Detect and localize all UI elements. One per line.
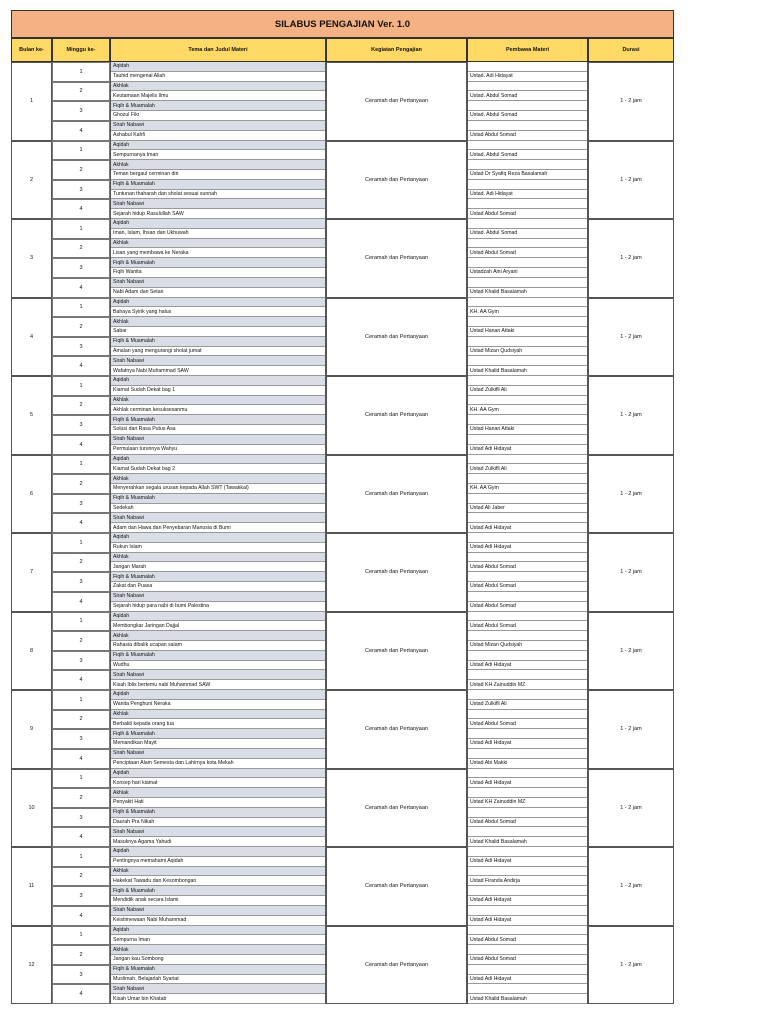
week-number: 2 [52, 867, 110, 887]
presenter-name: Ustad. Adi Hidayat [468, 72, 587, 82]
presenter-blank [468, 533, 587, 543]
kegiatan-cell: Ceramah dan Pertanyaan [326, 298, 467, 377]
presenter-name: Ustad Adi Hidayat [468, 523, 587, 533]
durasi-cell: 1 - 2 jam [588, 298, 674, 377]
durasi-cell: 1 - 2 jam [588, 376, 674, 455]
topic-category: Fiqih & Muamalah [111, 415, 325, 425]
presenter-name: Ustad Dr Syafiq Reza Basalamah [468, 170, 587, 180]
presenter-name: Ustad Khalid Basalamah [468, 288, 587, 298]
week-number: 4 [52, 670, 110, 690]
durasi-cell: 1 - 2 jam [588, 612, 674, 691]
topic-category: Akhlak [111, 474, 325, 484]
presenter-name: Ustad Abi Makki [468, 759, 587, 769]
week-number: 1 [52, 62, 110, 82]
presenter-blank [468, 199, 587, 209]
presenter-blank [468, 455, 587, 465]
month-number: 10 [11, 769, 52, 848]
week-number: 3 [52, 494, 110, 514]
presenter-name: Ustad Abdul Somad [468, 719, 587, 729]
topic-title: Menyerahkan segala urusan kepada Allah SWT (Tawakkal) [111, 484, 325, 494]
presenter-name: Ustad Abdul Somad [468, 818, 587, 828]
presenter-name: Ustad Adi Hidayat [468, 661, 587, 671]
week-number: 4 [52, 121, 110, 141]
topic-title: Keutamaan Majelis Ilmu [111, 91, 325, 101]
presenter-blank [468, 631, 587, 641]
week-number: 3 [52, 337, 110, 357]
week-number: 3 [52, 180, 110, 200]
topic-category: Akhlak [111, 867, 325, 877]
topic-title: Sempurna Iman [111, 935, 325, 945]
topic-category: Fiqih & Muamalah [111, 494, 325, 504]
week-number: 2 [52, 396, 110, 416]
presenter-name: Ustad. Adi Hidayat [468, 190, 587, 200]
presenter-name: Ustad. Abdul Somad [468, 150, 587, 160]
durasi-cell: 1 - 2 jam [588, 926, 674, 1005]
week-number: 3 [52, 808, 110, 828]
presenter-name: Ustad Khalid Basalamah [468, 994, 587, 1004]
topic-category: Fiqih & Muamalah [111, 572, 325, 582]
presenter-blank [468, 141, 587, 151]
week-number: 4 [52, 513, 110, 533]
kegiatan-cell: Ceramah dan Pertanyaan [326, 612, 467, 691]
topic-category: Fiqih & Muamalah [111, 808, 325, 818]
topic-category: Aqidah [111, 62, 325, 72]
kegiatan-cell: Ceramah dan Pertanyaan [326, 769, 467, 848]
durasi-cell: 1 - 2 jam [588, 533, 674, 612]
presenter-name: Ustad Hanan Attaki [468, 327, 587, 337]
header-tema: Tema dan Judul Materi [110, 38, 326, 62]
topic-title: Pentingnya memahami Aqidah [111, 857, 325, 867]
presenter-blank [468, 180, 587, 190]
topic-title: Wudhu [111, 661, 325, 671]
topic-title: Ashabul Kahfi [111, 131, 325, 141]
presenter-name: Ustad Zulkifli Ali [468, 700, 587, 710]
presenter-name: Ustad Adi Hidayat [468, 543, 587, 553]
topic-category: Aqidah [111, 847, 325, 857]
topic-title: Sejarah hidup Rasulullah SAW [111, 209, 325, 219]
week-number: 2 [52, 239, 110, 259]
week-number: 2 [52, 317, 110, 337]
presenter-blank [468, 219, 587, 229]
presenter-blank [468, 886, 587, 896]
kegiatan-cell: Ceramah dan Pertanyaan [326, 376, 467, 455]
week-number: 3 [52, 651, 110, 671]
presenter-name: Ustad Abdul Somad [468, 582, 587, 592]
topic-category: Sirah Nabawi [111, 670, 325, 680]
topic-category: Fiqih & Muamalah [111, 258, 325, 268]
topic-category: Aqidah [111, 612, 325, 622]
month-number: 7 [11, 533, 52, 612]
topic-title: Kiamat Sudah Dekat bag 2 [111, 464, 325, 474]
presenter-blank [468, 396, 587, 406]
presenter-name: Ustad Abdul Somad [468, 955, 587, 965]
topic-title: Nabi Adam dan Setan [111, 288, 325, 298]
presenter-blank [468, 651, 587, 661]
topic-title: Sabar [111, 327, 325, 337]
sheet-title: SILABUS PENGAJIAN Ver. 1.0 [11, 10, 674, 38]
presenter-name: Ustad. Abdul Somad [468, 229, 587, 239]
topic-category: Aqidah [111, 533, 325, 543]
topic-title: Tuntunan thaharah dan sholat sesuai sunnah [111, 190, 325, 200]
week-number: 3 [52, 258, 110, 278]
presenter-name: Ustad Khalid Basalamah [468, 366, 587, 376]
topic-title: Kisah Umar bin Khatab [111, 994, 325, 1004]
presenter-blank [468, 749, 587, 759]
week-number: 4 [52, 278, 110, 298]
topic-category: Akhlak [111, 945, 325, 955]
week-number: 2 [52, 474, 110, 494]
week-number: 4 [52, 984, 110, 1004]
topic-category: Akhlak [111, 160, 325, 170]
topic-category: Sirah Nabawi [111, 435, 325, 445]
presenter-blank [468, 239, 587, 249]
durasi-cell: 1 - 2 jam [588, 219, 674, 298]
presenter-name: Ustad Adi Hidayat [468, 778, 587, 788]
topic-title: Konsep hari kiamat [111, 778, 325, 788]
topic-title: Iman, Islam, Ihsan dan Ukhuwah [111, 229, 325, 239]
topic-category: Sirah Nabawi [111, 984, 325, 994]
kegiatan-cell: Ceramah dan Pertanyaan [326, 62, 467, 141]
presenter-blank [468, 808, 587, 818]
topic-title: Jangan Marah [111, 562, 325, 572]
presenter-blank [468, 984, 587, 994]
topic-title: Sejarah hidup para nabi di bumi Palestina [111, 602, 325, 612]
presenter-blank [468, 729, 587, 739]
presenter-blank [468, 788, 587, 798]
topic-title: Daurah Pra Nikah [111, 818, 325, 828]
week-number: 2 [52, 160, 110, 180]
header-durasi: Durasi [588, 38, 674, 62]
week-number: 2 [52, 631, 110, 651]
topic-category: Sirah Nabawi [111, 278, 325, 288]
month-number: 9 [11, 690, 52, 769]
kegiatan-cell: Ceramah dan Pertanyaan [326, 847, 467, 926]
topic-title: Mendidik anak secara Islami [111, 896, 325, 906]
header-pembawa: Pembawa Materi [467, 38, 588, 62]
month-number: 8 [11, 612, 52, 691]
presenter-blank [468, 298, 587, 308]
topic-title: Sedekah [111, 504, 325, 514]
week-number: 4 [52, 827, 110, 847]
presenter-name: Ustad Hanan Attaki [468, 425, 587, 435]
presenter-name: Ustad Abdul Somad [468, 621, 587, 631]
presenter-blank [468, 494, 587, 504]
presenter-name: Ustad Khalid Basalamah [468, 837, 587, 847]
presenter-blank [468, 513, 587, 523]
presenter-blank [468, 710, 587, 720]
week-number: 4 [52, 592, 110, 612]
topic-title: Adam dan Hawa dan Penyebaran Manusia di Bumi [111, 523, 325, 533]
topic-category: Fiqih & Muamalah [111, 337, 325, 347]
topic-category: Aqidah [111, 219, 325, 229]
kegiatan-cell: Ceramah dan Pertanyaan [326, 533, 467, 612]
topic-category: Fiqih & Muamalah [111, 965, 325, 975]
topic-title: Wanita Penghuni Neraka [111, 700, 325, 710]
presenter-blank [468, 572, 587, 582]
topic-category: Aqidah [111, 690, 325, 700]
topic-category: Sirah Nabawi [111, 749, 325, 759]
week-number: 1 [52, 690, 110, 710]
week-number: 4 [52, 906, 110, 926]
presenter-blank [468, 258, 587, 268]
presenter-blank [468, 376, 587, 386]
presenter-blank [468, 278, 587, 288]
presenter-name: Ustad Adi Hidayat [468, 445, 587, 455]
week-number: 2 [52, 945, 110, 965]
week-number: 4 [52, 435, 110, 455]
presenter-blank [468, 474, 587, 484]
topic-title: Amalan yang mengurangi sholat jumat [111, 347, 325, 357]
durasi-cell: 1 - 2 jam [588, 690, 674, 769]
week-number: 1 [52, 533, 110, 553]
topic-category: Aqidah [111, 298, 325, 308]
topic-category: Fiqih & Muamalah [111, 729, 325, 739]
topic-title: Rukun Islam [111, 543, 325, 553]
presenter-name: Ustad Abdul Somad [468, 209, 587, 219]
week-number: 3 [52, 415, 110, 435]
presenter-name: Ustad Mizan Qudsiyah [468, 347, 587, 357]
month-number: 1 [11, 62, 52, 141]
presenter-blank [468, 592, 587, 602]
topic-title: Teman bergaul cerminan diri [111, 170, 325, 180]
presenter-name: Ustad. Abdul Somad [468, 111, 587, 121]
topic-category: Fiqih & Muamalah [111, 651, 325, 661]
presenter-blank [468, 867, 587, 877]
presenter-name: Ustad KH Zainuddin MZ [468, 680, 587, 690]
presenter-name: Ustad Abdul Somad [468, 935, 587, 945]
presenter-name: Ustad Adi Hidayat [468, 739, 587, 749]
topic-title: Rahasia dibalik ucapan salam [111, 641, 325, 651]
topic-title: Ghozul Fikr [111, 111, 325, 121]
topic-category: Akhlak [111, 710, 325, 720]
topic-category: Akhlak [111, 396, 325, 406]
topic-title: Kisah Iblis bertemu nabi Muhammad SAW [111, 680, 325, 690]
presenter-name: Ustad Adi Hidayat [468, 916, 587, 926]
presenter-name: KH. AA Gym [468, 405, 587, 415]
presenter-name: Ustad Abdul Somad [468, 248, 587, 258]
kegiatan-cell: Ceramah dan Pertanyaan [326, 690, 467, 769]
presenter-blank [468, 965, 587, 975]
week-number: 3 [52, 572, 110, 592]
topic-category: Sirah Nabawi [111, 906, 325, 916]
topic-category: Akhlak [111, 317, 325, 327]
topic-title: Lisan yang membawa ke Neraka [111, 248, 325, 258]
presenter-name: Ustad Abdul Somad [468, 131, 587, 141]
topic-title: Wafatnya Nabi Muhammad SAW [111, 366, 325, 376]
presenter-blank [468, 906, 587, 916]
topic-category: Akhlak [111, 239, 325, 249]
topic-title: Zakat dan Puasa [111, 582, 325, 592]
presenter-blank [468, 827, 587, 837]
topic-title: Penyakit Hati [111, 798, 325, 808]
durasi-cell: 1 - 2 jam [588, 62, 674, 141]
topic-category: Akhlak [111, 788, 325, 798]
topic-title: Fiqih Wanita [111, 268, 325, 278]
topic-category: Fiqih & Muamalah [111, 180, 325, 190]
topic-title: Permulaan turunnya Wahyu [111, 445, 325, 455]
week-number: 4 [52, 749, 110, 769]
week-number: 1 [52, 926, 110, 946]
durasi-cell: 1 - 2 jam [588, 455, 674, 534]
month-number: 12 [11, 926, 52, 1005]
header-minggu: Minggu ke- [52, 38, 110, 62]
week-number: 2 [52, 710, 110, 730]
presenter-blank [468, 415, 587, 425]
topic-title: Solusi dari Rasa Putus Asa [111, 425, 325, 435]
presenter-blank [468, 101, 587, 111]
header-bulan: Bulan ke- [11, 38, 52, 62]
week-number: 1 [52, 847, 110, 867]
kegiatan-cell: Ceramah dan Pertanyaan [326, 926, 467, 1005]
topic-category: Sirah Nabawi [111, 356, 325, 366]
week-number: 1 [52, 298, 110, 318]
presenter-name: Ustad Adi Hidayat [468, 896, 587, 906]
topic-category: Aqidah [111, 141, 325, 151]
topic-category: Akhlak [111, 82, 325, 92]
week-number: 2 [52, 788, 110, 808]
week-number: 1 [52, 219, 110, 239]
topic-title: Masuknya Agama Yahudi [111, 837, 325, 847]
presenter-blank [468, 317, 587, 327]
week-number: 2 [52, 82, 110, 102]
month-number: 5 [11, 376, 52, 455]
topic-category: Aqidah [111, 455, 325, 465]
presenter-name: Ustad Adi Hidayat [468, 975, 587, 985]
presenter-name: Ustadzah Aini Aryani [468, 268, 587, 278]
topic-category: Sirah Nabawi [111, 592, 325, 602]
topic-category: Aqidah [111, 376, 325, 386]
week-number: 2 [52, 553, 110, 573]
topic-category: Sirah Nabawi [111, 827, 325, 837]
topic-title: Bahaya Syirik yang halus [111, 307, 325, 317]
month-number: 3 [11, 219, 52, 298]
week-number: 1 [52, 612, 110, 632]
topic-title: Sempurnanya Iman [111, 150, 325, 160]
presenter-name: Ustad Zulkifli Ali [468, 464, 587, 474]
week-number: 1 [52, 455, 110, 475]
presenter-blank [468, 690, 587, 700]
presenter-name: Ustad Ali Jaber [468, 504, 587, 514]
presenter-name: Ustad KH Zainuddin MZ [468, 798, 587, 808]
week-number: 1 [52, 141, 110, 161]
topic-title: Kiamat Sudah Dekat bag 1 [111, 386, 325, 396]
presenter-blank [468, 847, 587, 857]
presenter-name: Ustad Mizan Qudsiyah [468, 641, 587, 651]
topic-title: Tauhid mengenal Allah [111, 72, 325, 82]
presenter-blank [468, 62, 587, 72]
topic-category: Akhlak [111, 631, 325, 641]
presenter-name: Ustad Abdul Somad [468, 562, 587, 572]
presenter-name: Ustad Adi Hidayat [468, 857, 587, 867]
presenter-blank [468, 356, 587, 366]
presenter-blank [468, 553, 587, 563]
kegiatan-cell: Ceramah dan Pertanyaan [326, 455, 467, 534]
presenter-blank [468, 435, 587, 445]
topic-title: Jangan kau Sombong [111, 955, 325, 965]
topic-title: Keistimewaan Nabi Muhammad [111, 916, 325, 926]
topic-title: Memandikan Mayit [111, 739, 325, 749]
month-number: 2 [11, 141, 52, 220]
topic-title: Berbakti kepada orang tua [111, 719, 325, 729]
topic-category: Aqidah [111, 926, 325, 936]
kegiatan-cell: Ceramah dan Pertanyaan [326, 141, 467, 220]
week-number: 1 [52, 376, 110, 396]
presenter-name: Ustad Zulkifli Ali [468, 386, 587, 396]
topic-title: Hakekat Tawadu dan Kesombongan [111, 876, 325, 886]
durasi-cell: 1 - 2 jam [588, 769, 674, 848]
topic-title: Muslimah, Belajarlah Syariat [111, 975, 325, 985]
presenter-blank [468, 670, 587, 680]
week-number: 3 [52, 101, 110, 121]
topic-category: Akhlak [111, 553, 325, 563]
month-number: 6 [11, 455, 52, 534]
durasi-cell: 1 - 2 jam [588, 847, 674, 926]
week-number: 4 [52, 199, 110, 219]
topic-title: Penciptaan Alam Semesta dan Lahirnya kota Mekah [111, 759, 325, 769]
topic-title: Membongkar Jaringan Dajjal [111, 621, 325, 631]
topic-title: Akhlak cerminan kesuksesanmu [111, 405, 325, 415]
month-number: 11 [11, 847, 52, 926]
topic-category: Sirah Nabawi [111, 121, 325, 131]
presenter-name: KH. AA Gym [468, 484, 587, 494]
topic-category: Aqidah [111, 769, 325, 779]
week-number: 1 [52, 769, 110, 789]
presenter-blank [468, 945, 587, 955]
presenter-name: Ustad Firanda Andirja [468, 876, 587, 886]
presenter-blank [468, 337, 587, 347]
month-number: 4 [11, 298, 52, 377]
presenter-blank [468, 769, 587, 779]
presenter-name: KH. AA Gym [468, 307, 587, 317]
topic-category: Fiqih & Muamalah [111, 101, 325, 111]
week-number: 3 [52, 965, 110, 985]
topic-category: Fiqih & Muamalah [111, 886, 325, 896]
topic-category: Sirah Nabawi [111, 513, 325, 523]
presenter-blank [468, 926, 587, 936]
presenter-blank [468, 82, 587, 92]
presenter-name: Ustad. Abdul Somad [468, 91, 587, 101]
week-number: 3 [52, 729, 110, 749]
week-number: 3 [52, 886, 110, 906]
topic-category: Sirah Nabawi [111, 199, 325, 209]
presenter-name: Ustad Abdul Somad [468, 602, 587, 612]
presenter-blank [468, 160, 587, 170]
kegiatan-cell: Ceramah dan Pertanyaan [326, 219, 467, 298]
presenter-blank [468, 121, 587, 131]
durasi-cell: 1 - 2 jam [588, 141, 674, 220]
header-kegiatan: Kegiatan Pengajian [326, 38, 467, 62]
week-number: 4 [52, 356, 110, 376]
presenter-blank [468, 612, 587, 622]
